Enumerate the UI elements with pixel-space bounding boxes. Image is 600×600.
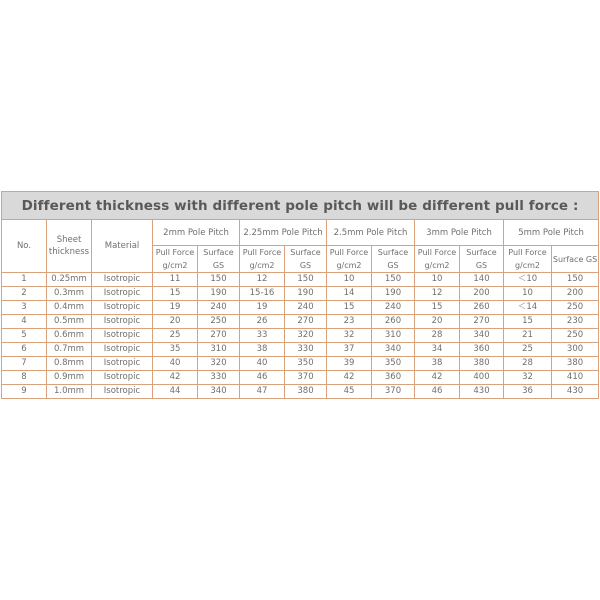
cell-thickness: 0.25mm: [47, 273, 92, 287]
cell-5mm-surface: 300: [552, 343, 599, 357]
header-pull-force: Pull Force g/cm2: [504, 246, 552, 273]
cell-no: 2: [2, 287, 47, 301]
cell-material: Isotropic: [92, 371, 153, 385]
cell-material: Isotropic: [92, 273, 153, 287]
cell-thickness: 1.0mm: [47, 385, 92, 399]
cell-2-25mm-pull-force: 26: [240, 315, 285, 329]
header-group-2-25mm: 2.25mm Pole Pitch: [240, 220, 327, 246]
header-pull-force: Pull Force g/cm2: [153, 246, 198, 273]
cell-2mm-surface: 310: [198, 343, 240, 357]
cell-3mm-pull-force: 28: [415, 329, 460, 343]
header-pull-force: Pull Force g/cm2: [415, 246, 460, 273]
cell-2mm-pull-force: 15: [153, 287, 198, 301]
cell-2mm-surface: 240: [198, 301, 240, 315]
cell-2mm-surface: 150: [198, 273, 240, 287]
cell-2-25mm-surface: 150: [285, 273, 327, 287]
cell-2-5mm-surface: 350: [372, 357, 415, 371]
cell-5mm-surface: 250: [552, 329, 599, 343]
cell-3mm-pull-force: 42: [415, 371, 460, 385]
cell-material: Isotropic: [92, 343, 153, 357]
cell-3mm-pull-force: 20: [415, 315, 460, 329]
table-row: [2, 287, 599, 301]
cell-2-5mm-surface: 340: [372, 343, 415, 357]
cell-2-5mm-pull-force: 10: [327, 273, 372, 287]
cell-thickness: 0.3mm: [47, 287, 92, 301]
cell-no: 1: [2, 273, 47, 287]
table-row: [2, 371, 599, 385]
cell-5mm-pull-force: 28: [504, 357, 552, 371]
cell-2-5mm-surface: 150: [372, 273, 415, 287]
cell-no: 7: [2, 357, 47, 371]
cell-thickness: 0.7mm: [47, 343, 92, 357]
cell-2-25mm-surface: 240: [285, 301, 327, 315]
header-sheet-thickness: Sheet thickness: [47, 220, 92, 273]
cell-2mm-surface: 190: [198, 287, 240, 301]
cell-material: Isotropic: [92, 287, 153, 301]
header-pull-force: Pull Force g/cm2: [327, 246, 372, 273]
cell-2-25mm-pull-force: 47: [240, 385, 285, 399]
cell-2-5mm-pull-force: 23: [327, 315, 372, 329]
cell-2-25mm-surface: 330: [285, 343, 327, 357]
cell-2-25mm-surface: 380: [285, 385, 327, 399]
cell-2-25mm-surface: 190: [285, 287, 327, 301]
header-group-3mm: 3mm Pole Pitch: [415, 220, 504, 246]
cell-2mm-pull-force: 42: [153, 371, 198, 385]
cell-material: Isotropic: [92, 301, 153, 315]
cell-5mm-surface: 410: [552, 371, 599, 385]
header-no: No.: [2, 220, 47, 273]
cell-thickness: 0.9mm: [47, 371, 92, 385]
header-surface: Surface GS: [372, 246, 415, 273]
cell-5mm-surface: 380: [552, 357, 599, 371]
cell-3mm-pull-force: 38: [415, 357, 460, 371]
cell-3mm-surface: 360: [460, 343, 504, 357]
cell-2-25mm-pull-force: 19: [240, 301, 285, 315]
cell-2-25mm-pull-force: 12: [240, 273, 285, 287]
cell-2mm-surface: 250: [198, 315, 240, 329]
cell-2mm-pull-force: 20: [153, 315, 198, 329]
cell-2mm-pull-force: 35: [153, 343, 198, 357]
cell-3mm-surface: 140: [460, 273, 504, 287]
cell-2-5mm-pull-force: 45: [327, 385, 372, 399]
header-group-2-5mm: 2.5mm Pole Pitch: [327, 220, 415, 246]
header-group-2mm: 2mm Pole Pitch: [153, 220, 240, 246]
cell-3mm-pull-force: 10: [415, 273, 460, 287]
cell-3mm-surface: 340: [460, 329, 504, 343]
cell-no: 8: [2, 371, 47, 385]
cell-2-25mm-pull-force: 40: [240, 357, 285, 371]
cell-2mm-surface: 340: [198, 385, 240, 399]
cell-3mm-pull-force: 46: [415, 385, 460, 399]
table-row: [2, 385, 599, 399]
table-title: Different thickness with different pole pitch will be different pull force :: [2, 192, 599, 220]
cell-2mm-pull-force: 44: [153, 385, 198, 399]
cell-3mm-surface: 260: [460, 301, 504, 315]
cell-2-5mm-pull-force: 15: [327, 301, 372, 315]
cell-2mm-surface: 270: [198, 329, 240, 343]
cell-2-25mm-surface: 320: [285, 329, 327, 343]
cell-5mm-surface: 150: [552, 273, 599, 287]
cell-2mm-pull-force: 40: [153, 357, 198, 371]
cell-2-5mm-pull-force: 42: [327, 371, 372, 385]
cell-no: 4: [2, 315, 47, 329]
cell-2-5mm-surface: 190: [372, 287, 415, 301]
table-row: [2, 315, 599, 329]
cell-3mm-pull-force: 12: [415, 287, 460, 301]
cell-2-5mm-pull-force: 32: [327, 329, 372, 343]
cell-5mm-pull-force: 10: [504, 287, 552, 301]
cell-no: 6: [2, 343, 47, 357]
cell-no: 5: [2, 329, 47, 343]
table-body: [2, 273, 599, 399]
cell-2-5mm-pull-force: 39: [327, 357, 372, 371]
cell-2-25mm-surface: 270: [285, 315, 327, 329]
cell-2-25mm-pull-force: 15-16: [240, 287, 285, 301]
cell-2-5mm-surface: 360: [372, 371, 415, 385]
cell-5mm-pull-force: 36: [504, 385, 552, 399]
cell-5mm-pull-force: ＜10: [504, 273, 552, 287]
cell-5mm-pull-force: 25: [504, 343, 552, 357]
cell-thickness: 0.6mm: [47, 329, 92, 343]
cell-thickness: 0.4mm: [47, 301, 92, 315]
table-row: [2, 301, 599, 315]
cell-2-5mm-pull-force: 14: [327, 287, 372, 301]
cell-3mm-pull-force: 15: [415, 301, 460, 315]
cell-material: Isotropic: [92, 315, 153, 329]
header-surface: Surface GS: [460, 246, 504, 273]
cell-2-5mm-surface: 310: [372, 329, 415, 343]
pull-force-table: [1, 191, 599, 399]
cell-2-25mm-pull-force: 38: [240, 343, 285, 357]
header-surface: Surface GS: [285, 246, 327, 273]
cell-2-5mm-surface: 260: [372, 315, 415, 329]
cell-5mm-surface: 230: [552, 315, 599, 329]
cell-3mm-surface: 270: [460, 315, 504, 329]
cell-3mm-surface: 200: [460, 287, 504, 301]
cell-2-25mm-surface: 350: [285, 357, 327, 371]
table-row: [2, 343, 599, 357]
header-group-5mm: 5mm Pole Pitch: [504, 220, 599, 246]
header-surface: Surface GS: [198, 246, 240, 273]
cell-2mm-pull-force: 11: [153, 273, 198, 287]
cell-material: Isotropic: [92, 357, 153, 371]
cell-2mm-surface: 320: [198, 357, 240, 371]
cell-thickness: 0.8mm: [47, 357, 92, 371]
cell-material: Isotropic: [92, 329, 153, 343]
table-row: [2, 357, 599, 371]
cell-5mm-pull-force: 32: [504, 371, 552, 385]
cell-2-25mm-surface: 370: [285, 371, 327, 385]
cell-no: 9: [2, 385, 47, 399]
cell-3mm-surface: 430: [460, 385, 504, 399]
cell-5mm-surface: 250: [552, 301, 599, 315]
cell-3mm-surface: 380: [460, 357, 504, 371]
cell-no: 3: [2, 301, 47, 315]
cell-material: Isotropic: [92, 385, 153, 399]
cell-2-5mm-pull-force: 37: [327, 343, 372, 357]
cell-2-5mm-surface: 240: [372, 301, 415, 315]
cell-2-25mm-pull-force: 46: [240, 371, 285, 385]
cell-5mm-pull-force: 15: [504, 315, 552, 329]
cell-2mm-surface: 330: [198, 371, 240, 385]
cell-3mm-pull-force: 34: [415, 343, 460, 357]
cell-2mm-pull-force: 19: [153, 301, 198, 315]
cell-3mm-surface: 400: [460, 371, 504, 385]
header-pull-force: Pull Force g/cm2: [240, 246, 285, 273]
cell-5mm-surface: 430: [552, 385, 599, 399]
cell-thickness: 0.5mm: [47, 315, 92, 329]
header-surface: Surface GS: [552, 246, 599, 273]
header-material: Material: [92, 220, 153, 273]
cell-2mm-pull-force: 25: [153, 329, 198, 343]
cell-2-5mm-surface: 370: [372, 385, 415, 399]
cell-5mm-pull-force: 21: [504, 329, 552, 343]
cell-2-25mm-pull-force: 33: [240, 329, 285, 343]
cell-5mm-pull-force: ＜14: [504, 301, 552, 315]
cell-5mm-surface: 200: [552, 287, 599, 301]
pull-force-table-container: [1, 191, 598, 399]
table-row: [2, 273, 599, 287]
table-row: [2, 329, 599, 343]
